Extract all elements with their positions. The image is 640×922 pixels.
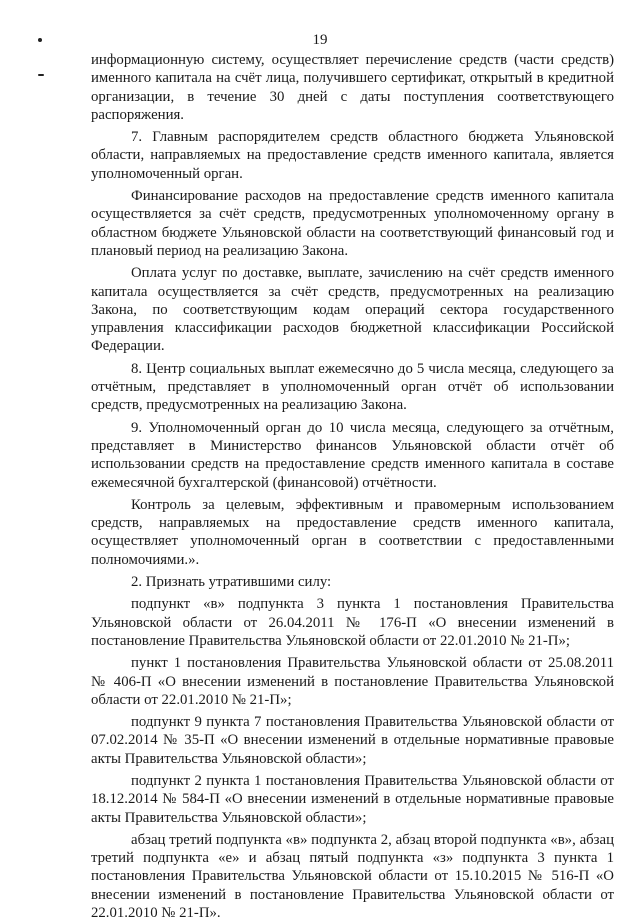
paragraph-item-2-heading: 2. Признать утратившими силу: [131,574,332,591]
paragraph-control: Контроль за целевым, эффективным и правомерным использованием средств, направляемых на предоставление средств именного капитала, осуществляет уполномоченный орган в соответствии с предоставленными полномочиями.». [91,496,614,568]
document-body [91,51,614,922]
paragraph-repeal-2: пункт 1 постановления Правительства Ульяновской области от 25.08.2011 № 406-П «О внесении изменений в постановление Правительства Ульяновской области от 22.01.2010 № 21-П»; [91,655,614,708]
paragraph-payment-services: Оплата услуг по доставке, выплате, зачислению на счёт средств именного капитала осуществляется за счёт средств, предусмотренных на реализацию Закона, по соответствующим кодам операций сектора государственного управления классификации расходов бюджетной классификации Российской Федерации. [91,265,614,355]
paragraph-item-7: 7. Главным распорядителем средств областного бюджета Ульяновской области, направляемых на предоставление средств именного капитала, является уполномоченный орган. [91,129,614,182]
page-number: 19 [312,32,328,48]
paragraph-repeal-3: подпункт 9 пункта 7 постановления Правительства Ульяновской области от 07.02.2014 № 35-П «О внесении изменений в отдельные нормативные правовые акты Правительства Ульяновской области»; [91,714,614,767]
paragraph-repeal-4: подпункт 2 пункта 1 постановления Правительства Ульяновской области от 18.12.2014 № 584-П «О внесении изменений в отдельные нормативные правовые акты Правительства Ульяновской области»; [91,772,614,826]
paragraph-item-8: 8. Центр социальных выплат ежемесячно до 5 числа месяца, следующего за отчётным, представляет в уполномоченный орган отчёт об использовании средств, предусмотренных на реализацию Закона. [91,360,614,414]
paragraph-continuation: информационную систему, осуществляет перечисление средств (части средств) именного капитала на счёт лица, получившего сертификат, открытый в кредитной организации, в течение 30 дней с даты поступления соответствующего распоряжения. [91,52,614,123]
paragraph-financing: Финансирование расходов на предоставление средств именного капитала осуществляется за счёт средств, предусмотренных уполномоченному органу в областном бюджете Ульяновской области на соответствующий финансовый год и плановый период на реализацию Закона. [91,188,614,259]
scan-dash-mark [38,74,44,76]
paragraph-repeal-5: абзац третий подпункта «в» подпункта 2, абзац второй подпункта «в», абзац третий подпункта «е» и абзац пятый подпункта «з» подпункта 3 пункта 1 постановления Правительства Ульяновской области от 15.10.2015 № 516-П «О внесении изменений в постановление Правительства Ульяновской области от 22.01.2010 № 21-П». [91,831,614,922]
paragraph-item-9: 9. Уполномоченный орган до 10 числа месяца, следующего за отчётным, представляет в Министерство финансов Ульяновской области отчёт об использовании средств на предоставление средств именного капитала в составе ежемесячной бухгалтерской (финансовой) отчётности. [91,419,614,491]
paragraph-repeal-1: подпункт «в» подпункта 3 пункта 1 постановления Правительства Ульяновской области от 26.04.2011 № 176-П «О внесении изменений в постановление Правительства Ульяновской области от 22.01.2010 № 21-П»; [91,596,614,649]
